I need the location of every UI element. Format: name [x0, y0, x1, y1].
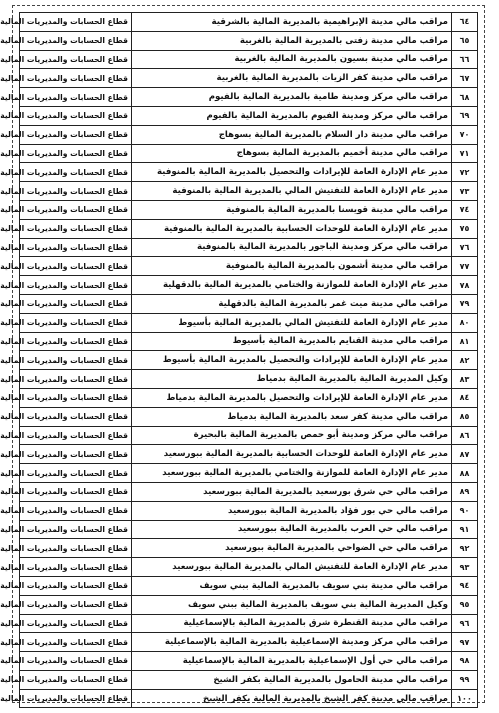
position-title: مراقب مالي حي بور فؤاد بالمديرية المالية ببورسعيد	[132, 501, 452, 520]
sector-name: قطاع الحسابات والمديريات المالية	[20, 238, 132, 257]
table-row	[20, 106, 478, 125]
position-title: مراقب مالي حي أول الإسماعيلية بالمديرية المالية بالإسماعيلية	[132, 652, 452, 671]
row-number: ٦٥	[452, 31, 478, 50]
position-title: مراقب مالي مركز ومدينة الإسماعيلية بالمديرية المالية بالإسماعيلية	[132, 633, 452, 652]
position-title: مدير عام الإدارة العامة للوحدات الحسابية بالمديرية المالية ببورسعيد	[132, 445, 452, 464]
row-number: ٧٥	[452, 219, 478, 238]
row-number: ٧٦	[452, 238, 478, 257]
position-title: مراقب مالي مدينة القنطرة شرق بالمديرية المالية بالإسماعيلية	[132, 614, 452, 633]
table-row	[20, 407, 478, 426]
table-row	[20, 31, 478, 50]
table-row	[20, 200, 478, 219]
position-title: مراقب مالي مدينة أخميم بالمديرية المالية بسوهاج	[132, 144, 452, 163]
sector-name: قطاع الحسابات والمديريات المالية	[20, 13, 132, 32]
row-number: ٨٥	[452, 407, 478, 426]
sector-name: قطاع الحسابات والمديريات المالية	[20, 388, 132, 407]
table-row	[20, 539, 478, 558]
table-row	[20, 388, 478, 407]
sector-name: قطاع الحسابات والمديريات المالية	[20, 313, 132, 332]
row-number: ٩٤	[452, 576, 478, 595]
table-row	[20, 69, 478, 88]
position-title: مدير عام الإدارة العامة للتفتيش المالي بالمديرية المالية بالمنوفية	[132, 182, 452, 201]
position-title: مراقب مالي مركز ومدينة طامية بالمديرية المالية بالفيوم	[132, 88, 452, 107]
table-row	[20, 614, 478, 633]
position-title: مراقب مالي مركز ومدينة أبو حمص بالمديرية المالية بالبحيرة	[132, 426, 452, 445]
positions-table	[0, 12, 478, 708]
table-row	[20, 125, 478, 144]
row-number: ٧٨	[452, 276, 478, 295]
table-row	[20, 689, 478, 708]
row-number: ٩٨	[452, 652, 478, 671]
table-row	[20, 88, 478, 107]
position-title: مدير عام الإدارة العامة للإيرادات والتحصيل بالمديرية المالية بالمنوفية	[132, 163, 452, 182]
table-row	[20, 276, 478, 295]
table-row	[20, 351, 478, 370]
table-row	[20, 482, 478, 501]
sector-name: قطاع الحسابات والمديريات المالية	[20, 351, 132, 370]
row-number: ٦٩	[452, 106, 478, 125]
row-number: ٩٢	[452, 539, 478, 558]
sector-name: قطاع الحسابات والمديريات المالية	[20, 558, 132, 577]
row-number: ٧٢	[452, 163, 478, 182]
sector-name: قطاع الحسابات والمديريات المالية	[20, 69, 132, 88]
sector-name: قطاع الحسابات والمديريات المالية	[20, 257, 132, 276]
position-title: مدير عام الإدارة العامة للتفتيش المالي بالمديرية المالية ببورسعيد	[132, 558, 452, 577]
position-title: مراقب مالي مدينة بسيون بالمديرية المالية بالغربية	[132, 50, 452, 69]
position-title: مراقب مالي مدينة الإبراهيمية بالمديرية المالية بالشرقية	[132, 13, 452, 32]
table-row	[20, 163, 478, 182]
row-number: ٧٠	[452, 125, 478, 144]
row-number: ٩٦	[452, 614, 478, 633]
table-row	[20, 633, 478, 652]
table-row	[20, 50, 478, 69]
position-title: مراقب مالي مدينة كفر الزيات بالمديرية المالية بالغربية	[132, 69, 452, 88]
row-number: ٩١	[452, 520, 478, 539]
row-number: ٦٧	[452, 69, 478, 88]
position-title: مراقب مالي حي شرق بورسعيد بالمديرية المالية ببورسعيد	[132, 482, 452, 501]
table-row	[20, 238, 478, 257]
table-row	[20, 501, 478, 520]
row-number: ١٠٠	[452, 689, 478, 708]
table-row	[20, 464, 478, 483]
position-title: مدير عام الإدارة العامة للإيرادات والتحصيل بالمديرية المالية بدمياط	[132, 388, 452, 407]
sector-name: قطاع الحسابات والمديريات المالية	[20, 294, 132, 313]
row-number: ٨٣	[452, 370, 478, 389]
sector-name: قطاع الحسابات والمديريات المالية	[20, 652, 132, 671]
sector-name: قطاع الحسابات والمديريات المالية	[20, 689, 132, 708]
sector-name: قطاع الحسابات والمديريات المالية	[20, 144, 132, 163]
position-title: مراقب مالي مدينة أشمون بالمديرية المالية بالمنوفية	[132, 257, 452, 276]
sector-name: قطاع الحسابات والمديريات المالية	[20, 106, 132, 125]
table-row	[20, 219, 478, 238]
table-row	[20, 670, 478, 689]
table-row	[20, 595, 478, 614]
position-title: مراقب مالي حي العرب بالمديرية المالية ببورسعيد	[132, 520, 452, 539]
position-title: مراقب مالي مدينة بني سويف بالمديرية المالية ببني سويف	[132, 576, 452, 595]
table-row	[20, 445, 478, 464]
table-row	[20, 426, 478, 445]
sector-name: قطاع الحسابات والمديريات المالية	[20, 482, 132, 501]
row-number: ٨١	[452, 332, 478, 351]
table-row	[20, 13, 478, 32]
row-number: ٨٠	[452, 313, 478, 332]
sector-name: قطاع الحسابات والمديريات المالية	[20, 276, 132, 295]
sector-name: قطاع الحسابات والمديريات المالية	[20, 539, 132, 558]
sector-name: قطاع الحسابات والمديريات المالية	[20, 219, 132, 238]
position-title: وكيل المديرية المالية بني سويف بالمديرية المالية ببني سويف	[132, 595, 452, 614]
sector-name: قطاع الحسابات والمديريات المالية	[20, 332, 132, 351]
position-title: مدير عام الإدارة العامة للإيرادات والتحصيل بالمديرية المالية بأسيوط	[132, 351, 452, 370]
sector-name: قطاع الحسابات والمديريات المالية	[20, 595, 132, 614]
row-number: ٨٦	[452, 426, 478, 445]
table-row	[20, 520, 478, 539]
row-number: ٩٩	[452, 670, 478, 689]
position-title: مراقب مالي مدينة ميت غمر بالمديرية المالية بالدقهلية	[132, 294, 452, 313]
table-row	[20, 370, 478, 389]
row-number: ٩٥	[452, 595, 478, 614]
sector-name: قطاع الحسابات والمديريات المالية	[20, 520, 132, 539]
table-row	[20, 182, 478, 201]
row-number: ٩٧	[452, 633, 478, 652]
sector-name: قطاع الحسابات والمديريات المالية	[20, 370, 132, 389]
row-number: ٩٣	[452, 558, 478, 577]
table-row	[20, 558, 478, 577]
row-number: ٧٧	[452, 257, 478, 276]
sector-name: قطاع الحسابات والمديريات المالية	[20, 200, 132, 219]
row-number: ٧٤	[452, 200, 478, 219]
sector-name: قطاع الحسابات والمديريات المالية	[20, 50, 132, 69]
table-body	[0, 13, 478, 708]
row-number: ٩٠	[452, 501, 478, 520]
table-row	[20, 576, 478, 595]
position-title: مراقب مالي مدينة دار السلام بالمديرية المالية بسوهاج	[132, 125, 452, 144]
position-title: مراقب مالي مدينة القنايم بالمديرية المالية بأسيوط	[132, 332, 452, 351]
sector-name: قطاع الحسابات والمديريات المالية	[20, 163, 132, 182]
position-title: مدير عام الإدارة العامة للموازنة والختامي بالمديرية المالية بالدقهلية	[132, 276, 452, 295]
sector-name: قطاع الحسابات والمديريات المالية	[20, 633, 132, 652]
position-title: مدير عام الإدارة العامة للوحدات الحسابية بالمديرية المالية بالمنوفية	[132, 219, 452, 238]
position-title: وكيل المديرية المالية بالمديرية المالية بدمياط	[132, 370, 452, 389]
position-title: مراقب مالي مدينة قويسنا بالمديرية المالية بالمنوفية	[132, 200, 452, 219]
sector-name: قطاع الحسابات والمديريات المالية	[20, 31, 132, 50]
row-number: ٦٨	[452, 88, 478, 107]
sector-name: قطاع الحسابات والمديريات المالية	[20, 182, 132, 201]
sector-name: قطاع الحسابات والمديريات المالية	[20, 501, 132, 520]
row-number: ٨٤	[452, 388, 478, 407]
sector-name: قطاع الحسابات والمديريات المالية	[20, 426, 132, 445]
table-row	[20, 332, 478, 351]
row-number: ٨٢	[452, 351, 478, 370]
row-number: ٦٦	[452, 50, 478, 69]
sector-name: قطاع الحسابات والمديريات المالية	[20, 464, 132, 483]
row-number: ٦٤	[452, 13, 478, 32]
sector-name: قطاع الحسابات والمديريات المالية	[20, 445, 132, 464]
sector-name: قطاع الحسابات والمديريات المالية	[20, 576, 132, 595]
table-row	[20, 257, 478, 276]
sector-name: قطاع الحسابات والمديريات المالية	[20, 407, 132, 426]
position-title: مراقب مالي حي الضواحي بالمديرية المالية ببورسعيد	[132, 539, 452, 558]
sector-name: قطاع الحسابات والمديريات المالية	[20, 88, 132, 107]
table-row	[20, 652, 478, 671]
position-title: مراقب مالي مدينة زفتى بالمديرية المالية بالغربية	[132, 31, 452, 50]
position-title: مراقب مالي مدينة الحامول بالمديرية المالية بكفر الشيخ	[132, 670, 452, 689]
row-number: ٧٣	[452, 182, 478, 201]
row-number: ٧٩	[452, 294, 478, 313]
position-title: مراقب مالي مركز ومدينة الفيوم بالمديرية المالية بالفيوم	[132, 106, 452, 125]
table-row	[20, 294, 478, 313]
position-title: مدير عام الإدارة العامة للموازنة والختامي بالمديرية المالية ببورسعيد	[132, 464, 452, 483]
position-title: مراقب مالي مدينة كفر سعد بالمديرية المالية بدمياط	[132, 407, 452, 426]
table-row	[20, 144, 478, 163]
row-number: ٧١	[452, 144, 478, 163]
position-title: مراقب مالي مركز ومدينة الباجور بالمديرية المالية بالمنوفية	[132, 238, 452, 257]
row-number: ٨٩	[452, 482, 478, 501]
position-title: مراقب مالي مدينة كفر الشيخ بالمديرية المالية بكفر الشيخ	[132, 689, 452, 708]
sector-name: قطاع الحسابات والمديريات المالية	[20, 614, 132, 633]
sector-name: قطاع الحسابات والمديريات المالية	[20, 670, 132, 689]
sector-name: قطاع الحسابات والمديريات المالية	[20, 125, 132, 144]
row-number: ٨٨	[452, 464, 478, 483]
position-title: مدير عام الإدارة العامة للتفتيش المالي بالمديرية المالية بأسيوط	[132, 313, 452, 332]
table-row	[20, 313, 478, 332]
row-number: ٨٧	[452, 445, 478, 464]
